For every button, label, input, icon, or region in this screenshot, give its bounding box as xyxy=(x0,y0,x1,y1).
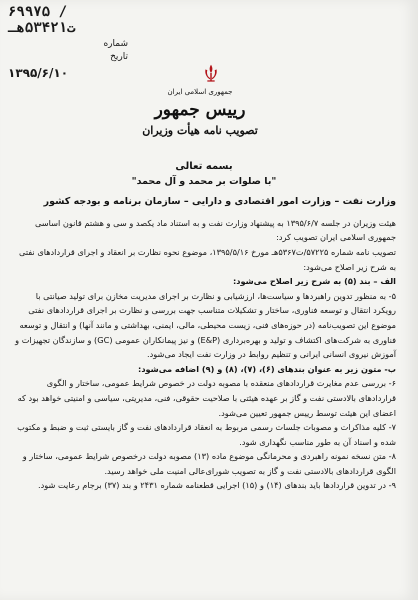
date-label: تاریخ xyxy=(110,52,128,62)
paragraph-clause-8: ۸- متن نسخه نمونه راهبردی و محرمانگی موضوع ماده (۱۳) مصوبه دولت درخصوص شرایط عمومی، ساختار و الگوی قراردادهای بالادستی نفت و گاز به تصویب شورای‌عالی امنیت ملی خواهد رسید. xyxy=(22,451,396,476)
number-label: شماره xyxy=(103,39,128,49)
paragraph-reference: تصویب نامه شماره ۵۷۲۲۵/ت۵۳۶۷هـ مورخ ۱۳۹۵/۵/۱۶، موضوع نحوه نظارت بر انعقاد و اجرای قراردادهای نفتی به شرح زیر اصلاح می‌شود: xyxy=(19,246,396,272)
emblem-icon xyxy=(200,62,222,84)
decree-title: تصویب نامه هیأت وزیران xyxy=(142,124,258,137)
office-title: رییس جمهور xyxy=(154,100,246,120)
paragraph-intro: هیئت وزیران در جلسه ۱۳۹۵/۶/۷ به پیشنهاد وزارت نفت و به استناد ماد یکصد و سی و هشتم قانون اساسی جمهوری اسلامی ایران تصویب کرد: xyxy=(34,217,396,243)
invocation: بسمه تعالی xyxy=(175,161,233,172)
paragraph-clause-7: ۷- کلیه مذاکرات و مصوبات جلسات رسمی مربوط به انعقاد قراردادهای نفت و گاز بایستی ثبت و ضبط و مکتوب شده و اسناد آن به طور مناسب نگهداری شود. xyxy=(17,422,396,447)
letter-date: ۱۳۹۵/۶/۱۰ xyxy=(8,66,69,80)
salawat: "با صلوات بر محمد و آل محمد" xyxy=(131,175,277,187)
letter-body xyxy=(12,160,396,493)
letter-meta xyxy=(8,4,128,80)
paragraph-clause-5: ۵- به منظور تدوین راهبردها و سیاست‌ها، ارزشیابی و نظارت بر اجرای مدیریت مخازن برای تولید صیانتی با رویکرد انتقال و توسعه فناوری، ساختار و تشکیلات متناسب جهت بررسی و نظارت بر اجرای قراردادهای نفتی موضوع این تصویب‌نامه (در حوزه‌های فنی، زیست محیطی، مالی، ایمنی، بهداشتی و مانند آنها) و انتقال و توسعه فناوری به شرکت‌های اکتشاف و تولید و بهره‌برداری (E&P) و نیز پیمانکاران عمومی (GC) و سازندگان تجهیزات و آموزش نیروی انسانی ایرانی و تنظیم روابط در وزارت نفت ایجاد می‌شود. xyxy=(15,290,396,360)
paragraph-be: ب- متون زیر به عنوان بندهای (۶)، (۷)، (۸) و (۹) اضافه می‌شود: xyxy=(138,363,396,374)
republic-label: جمهوری اسلامی ایران xyxy=(167,88,233,96)
addressees: وزارت نفت – وزارت امور اقتصادی و دارایی – سازمان برنامه و بودجه کشور xyxy=(43,196,396,208)
paragraph-clause-9: ۹- در تدوین قراردادها باید بندهای (۱۴) و (۱۵) اجرایی قطعنامه شماره ۲۴۳۱ و بند (۳۷) برجام رعایت شود. xyxy=(38,480,396,491)
letter-number: ۶۹۹۷۵ /ت۵۳۴۲۱هـ xyxy=(8,4,76,36)
paragraph-clause-6: ۶- بررسی عدم مغایرت قراردادهای منعقده با مصوبه دولت در خصوص شرایط عمومی، ساختار و الگوی قراردادهای بالادستی نفت و گاز بر عهده هیئتی با صلاحیت حقوقی، فنی، مدیریتی، سیاسی و امنیتی خواهد بود که اعضای این هیئت توسط رییس جمهور تعیین می‌شود. xyxy=(17,378,396,418)
paragraph-alef: الف – بند (۵) به شرح زیر اصلاح می‌شود: xyxy=(233,276,396,287)
